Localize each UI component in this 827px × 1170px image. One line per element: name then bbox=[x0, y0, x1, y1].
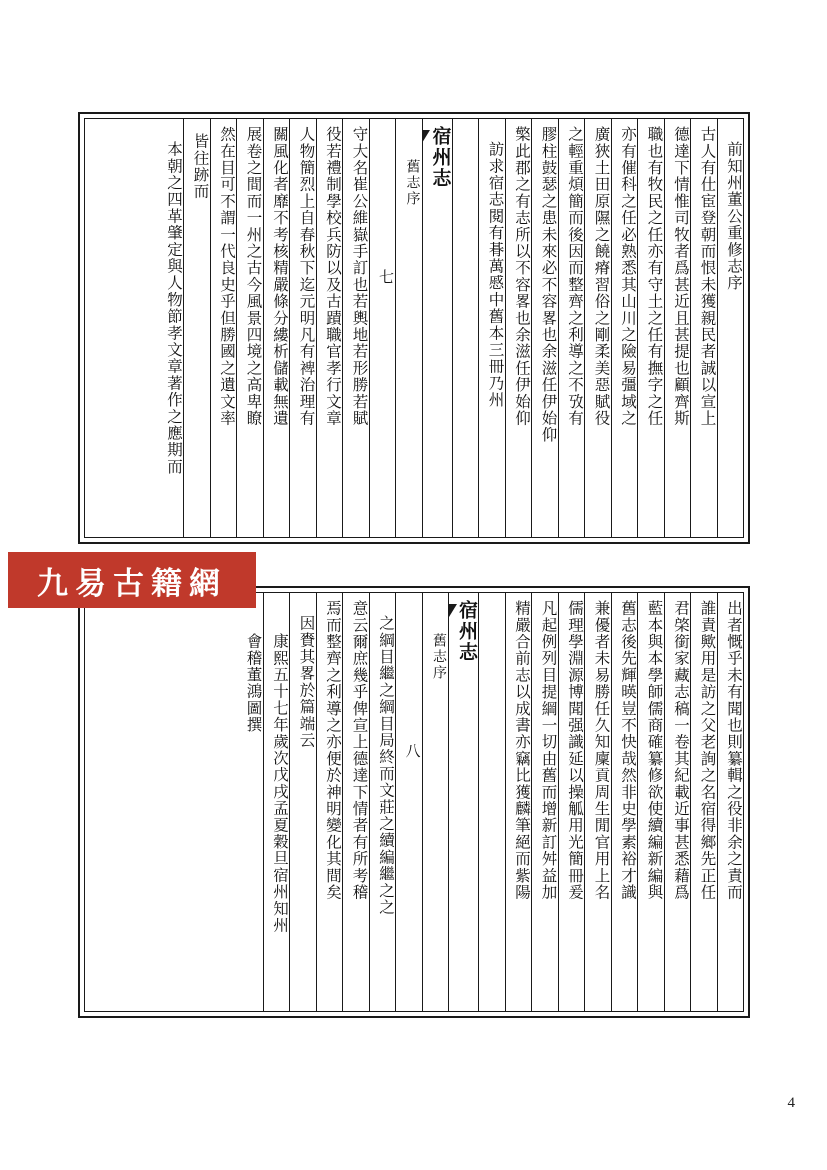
text-column: 檠此郡之有志所以不容畧也余滋任伊始仰 bbox=[505, 119, 532, 537]
text-column: 關風化者靡不考核精嚴條分縷析儲載無遺 bbox=[263, 119, 290, 537]
text-column: 職也有牧民之任亦有守土之任有撫字之任 bbox=[637, 119, 664, 537]
text-column: 廣狹土田原隰之饒瘠習俗之剛柔美惡賦役 bbox=[584, 119, 611, 537]
leaf-number-column: 七 bbox=[369, 119, 396, 537]
text-column: 誰責歟用是訪之父老詢之名宿得鄉先正任 bbox=[690, 593, 717, 1011]
section-title-column: 舊志序 bbox=[395, 119, 422, 537]
text-column: 役若禮制學校兵防以及古蹟職官孝行文章 bbox=[316, 119, 343, 537]
fishtail-mark bbox=[422, 130, 431, 143]
book-title-column: 宿州志 bbox=[448, 593, 478, 1011]
text-column: 舊志後先輝暎豈不快哉然非史學素裕才識 bbox=[611, 593, 638, 1011]
section-title-column: 舊志序 bbox=[422, 593, 449, 1011]
fishtail-mark bbox=[448, 604, 457, 617]
text-column: 訪求宿志閱有朞萬慼中舊本三冊乃州 bbox=[478, 119, 505, 537]
text-column: 然在目可不謂一代良史乎但勝國之遺文率 bbox=[210, 119, 237, 537]
text-column: 守大名崔公維嶽手訂也若輿地若形勝若賦 bbox=[342, 119, 369, 537]
text-column: 前知州董公重修志序 bbox=[717, 119, 744, 537]
text-column: 皆往跡而 bbox=[183, 119, 210, 537]
text-column: 德達下情惟司牧者爲甚近且甚提也顧齊斯 bbox=[664, 119, 691, 537]
text-column: 亦有催科之任必熟悉其山川之險易彊域之 bbox=[611, 119, 638, 537]
text-column bbox=[452, 119, 479, 537]
text-column: 康熙五十七年歲次戊戌孟夏穀旦宿州知州 bbox=[263, 593, 290, 1011]
text-column: 儒理學淵源博聞强識延以操觚用光簡冊爰 bbox=[558, 593, 585, 1011]
book-title-column: 宿州志 bbox=[422, 119, 452, 537]
text-column: 藍本與本學師儒商確纂修欲使續編新編與 bbox=[637, 593, 664, 1011]
text-column: 展卷之間而一州之古今風景四境之高卑瞭 bbox=[236, 119, 263, 537]
text-column: 古人有仕宦登朝而恨未獲親民者誠以宣上 bbox=[690, 119, 717, 537]
text-column: 本朝之四革肇定與人物節孝文章著作之應期而 bbox=[165, 141, 183, 475]
text-block-top bbox=[78, 112, 750, 544]
leaf-number-column: 八 bbox=[395, 593, 422, 1011]
text-column: 精嚴合前志以成書亦竊比獲麟筆絕而紫陽 bbox=[505, 593, 532, 1011]
text-column: 君棨銜家藏志稿一卷其紀載近事甚悉藉爲 bbox=[664, 593, 691, 1011]
text-column: 意云爾庶幾乎俾宣上德達下情者有所考稽 bbox=[342, 593, 369, 1011]
text-column: 人物簡烈上自春秋下迄元明凡有裨治理有 bbox=[289, 119, 316, 537]
page-folio-number: 4 bbox=[787, 1095, 795, 1111]
watermark: 九易古籍網 bbox=[8, 552, 256, 608]
text-column: 焉而整齊之利導之亦便於神明變化其間矣 bbox=[316, 593, 343, 1011]
text-column: 出者慨乎未有聞也則纂輯之役非余之責而 bbox=[717, 593, 744, 1011]
text-column: 會稽董鴻圖撰 bbox=[244, 633, 263, 734]
text-column: 之綱目繼之綱目局終而文莊之續編繼之之 bbox=[369, 593, 396, 1011]
text-column: 因賚其畧於篇端云 bbox=[289, 593, 316, 1011]
text-column: 之輕重煩簡而後因而整齊之利導之不攷有 bbox=[558, 119, 585, 537]
text-column: 膠柱鼓瑟之患未來必不容畧也余滋任伊始仰 bbox=[531, 119, 558, 537]
text-block-bottom bbox=[78, 586, 750, 1018]
text-column: 凡起例列目提綱一切由舊而增新訂舛益加 bbox=[531, 593, 558, 1011]
text-column: 兼優者未易勝任久知廩貢周生閒官用上名 bbox=[584, 593, 611, 1011]
text-column bbox=[478, 593, 505, 1011]
